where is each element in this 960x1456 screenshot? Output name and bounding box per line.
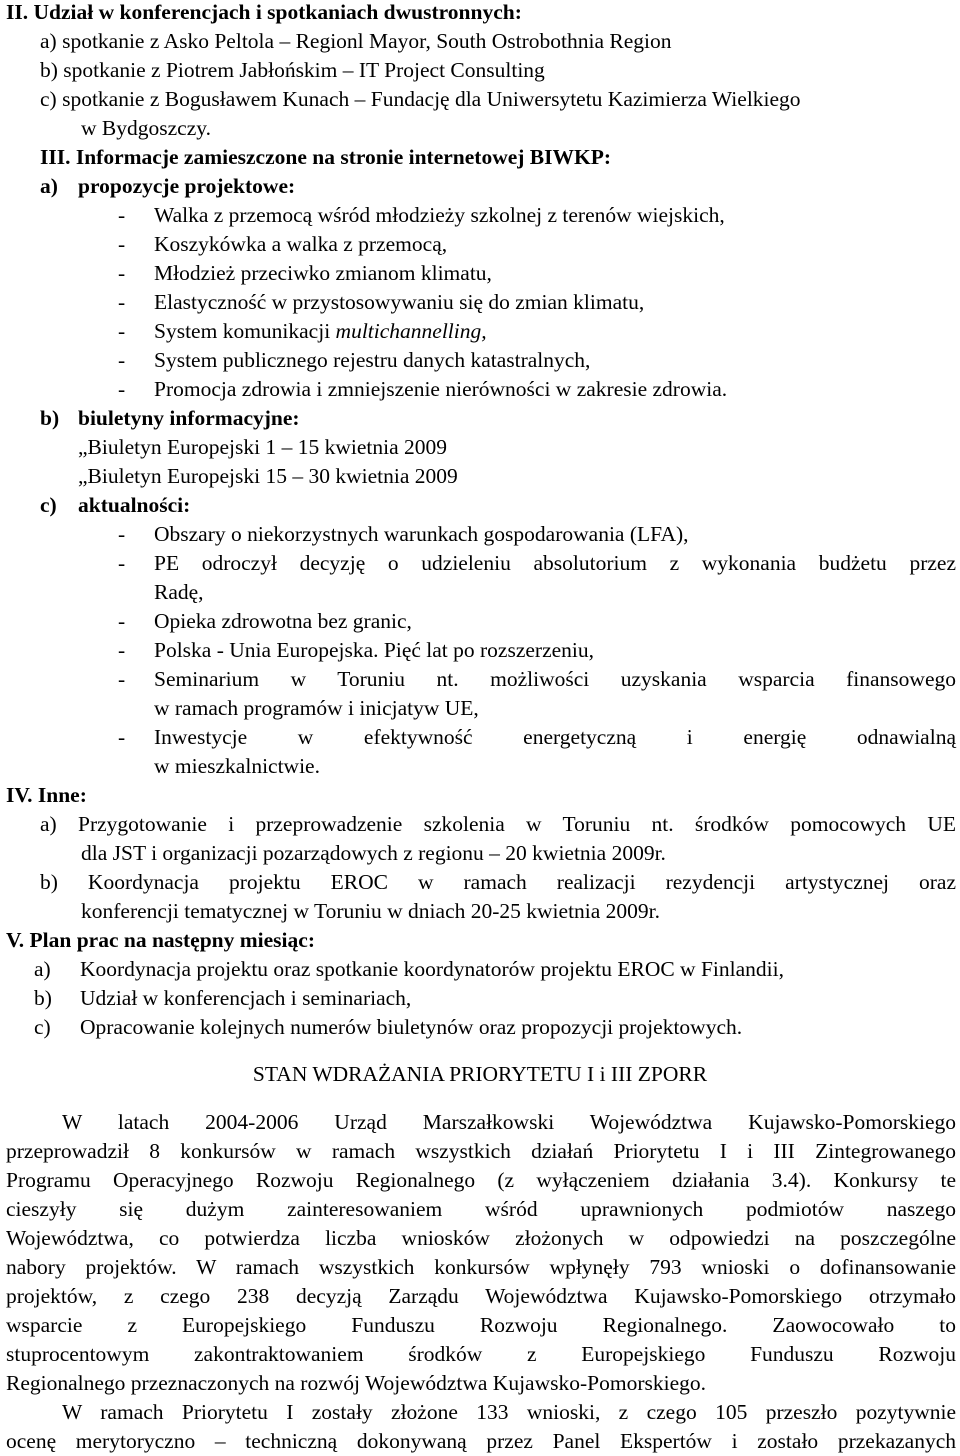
sub-c-label: c) [40, 493, 57, 517]
section-ii-item-c-cont: w Bydgoszczy. [81, 116, 211, 140]
list-item: - System publicznego rejestru danych katastralnych, [118, 348, 591, 372]
list-item: - Obszary o niekorzystnych warunkach gospodarowania (LFA), [118, 522, 689, 546]
italic-term: multichannelling, [335, 319, 487, 343]
paragraph-line: cieszyły się dużym zainteresowaniem wśród uprawnionych podmiotów naszego [6, 1197, 956, 1221]
list-item: - System komunikacji multichannelling, [118, 319, 487, 343]
paragraph-line: W ramach Priorytetu I zostały złożone 133 wnioski, z czego 105 przeszło pozytywnie [62, 1400, 956, 1424]
bulletin-item: „Biuletyn Europejski 15 – 30 kwietnia 2009 [78, 464, 458, 488]
section-iv-item-a: a) Przygotowanie i przeprowadzenie szkolenia w Toruniu nt. środków pomocowych UE [40, 812, 956, 836]
paragraph-line: projektów, z czego 238 decyzją Zarządu Województwa Kujawsko-Pomorskiego otrzymało [6, 1284, 956, 1308]
paragraph-line: ocenę merytoryczno – techniczną dokonywaną przez Panel Ekspertów i zostało przekazanych [6, 1429, 956, 1453]
section-iv-item-b-cont: konferencji tematycznej w Toruniu w dniach 20-25 kwietnia 2009r. [81, 899, 661, 923]
paragraph-line: stuprocentowym zakontraktowaniem środków z Europejskiego Funduszu Rozwoju [6, 1342, 956, 1366]
list-item: - Opieka zdrowotna bez granic, [118, 609, 412, 633]
section-ii-heading: II. Udział w konferencjach i spotkaniach dwustronnych: [6, 0, 522, 24]
sub-a-title: propozycje projektowe: [78, 174, 296, 198]
section-ii-item-c: c) spotkanie z Bogusławem Kunach – Fundację dla Uniwersytetu Kazimierza Wielkiego [40, 87, 801, 111]
section-iii-sub-a [40, 172, 954, 201]
list-item: - Inwestycje w efektywność energetyczną i energię odnawialną [118, 725, 956, 749]
paragraph-line: W latach 2004-2006 Urząd Marszałkowski Województwa Kujawsko-Pomorskiego [62, 1110, 956, 1134]
section-iv-item-a-cont: dla JST i organizacji pozarządowych z regionu – 20 kwietnia 2009r. [81, 841, 666, 865]
list-item: - Polska - Unia Europejska. Pięć lat po rozszerzeniu, [118, 638, 595, 662]
sub-b-title: biuletyny informacyjne: [78, 406, 300, 430]
list-item: - Elastyczność w przystosowywaniu się do zmian klimatu, [118, 290, 645, 314]
list-item: - Młodzież przeciwko zmianom klimatu, [118, 261, 492, 285]
stan-title: STAN WDRAŻANIA PRIORYTETU I i III ZPORR [252, 1062, 708, 1086]
list-item: - PE odroczył decyzję o udzieleniu absolutorium z wykonania budżetu przez [118, 551, 956, 575]
section-v-heading: V. Plan prac na następny miesiąc: [6, 928, 315, 952]
section-iii-sub-b [40, 404, 954, 433]
section-ii-item-a: a) spotkanie z Asko Peltola – Regionl Mayor, South Ostrobothnia Region [40, 29, 672, 53]
section-v-item: c) Opracowanie kolejnych numerów biuletynów oraz propozycji projektowych. [34, 1015, 743, 1039]
paragraph-line: Programu Operacyjnego Rozwoju Regionalnego (z wyłączeniem działania 3.4). Konkursy te [6, 1168, 956, 1192]
bulletin-item: „Biuletyn Europejski 1 – 15 kwietnia 2009 [78, 435, 448, 459]
section-iv-heading: IV. Inne: [6, 783, 87, 807]
section-iii-sub-c [40, 491, 954, 520]
section-v-item: b) Udział w konferencjach i seminariach, [34, 986, 412, 1010]
sub-a-label: a) [40, 174, 58, 198]
section-iv-item-b: b) Koordynacja projektu EROC w ramach realizacji rezydencji artystycznej oraz [40, 870, 956, 894]
list-item: - Promocja zdrowia i zmniejszenie nierówności w zakresie zdrowia. [118, 377, 728, 401]
paragraph-line: wsparcie z Europejskiego Funduszu Rozwoju Regionalnego. Zaowocowało to [6, 1313, 956, 1337]
sub-b-label: b) [40, 406, 60, 430]
paragraph-line: Województwa, co potwierdza liczba wniosków złożonych w odpowiedzi na poszczególne [6, 1226, 956, 1250]
paragraph-line: Regionalnego przeznaczonych na rozwój Województwa Kujawsko-Pomorskiego. [6, 1371, 706, 1395]
list-item: - Seminarium w Toruniu nt. możliwości uzyskania wsparcia finansowego [118, 667, 956, 691]
section-ii-item-b: b) spotkanie z Piotrem Jabłońskim – IT Project Consulting [40, 58, 545, 82]
list-item-cont: w ramach programów i inicjatyw UE, [154, 696, 479, 720]
list-item: - Walka z przemocą wśród młodzieży szkolnej z terenów wiejskich, [118, 203, 725, 227]
section-v-item: a) Koordynacja projektu oraz spotkanie koordynatorów projektu EROC w Finlandii, [34, 957, 784, 981]
paragraph-line: nabory projektów. W ramach wszystkich konkursów wpłynęły 793 wnioski o dofinansowanie [6, 1255, 956, 1279]
list-item: - Koszykówka a walka z przemocą, [118, 232, 448, 256]
list-item-cont: w mieszkalnictwie. [154, 754, 320, 778]
paragraph-line: przeprowadził 8 konkursów w ramach wszystkich działań Priorytetu I i III Zintegrowanego [6, 1139, 956, 1163]
list-item-cont: Radę, [154, 580, 204, 604]
sub-c-title: aktualności: [78, 493, 191, 517]
section-iii-heading: III. Informacje zamieszczone na stronie internetowej BIWKP: [40, 145, 612, 169]
